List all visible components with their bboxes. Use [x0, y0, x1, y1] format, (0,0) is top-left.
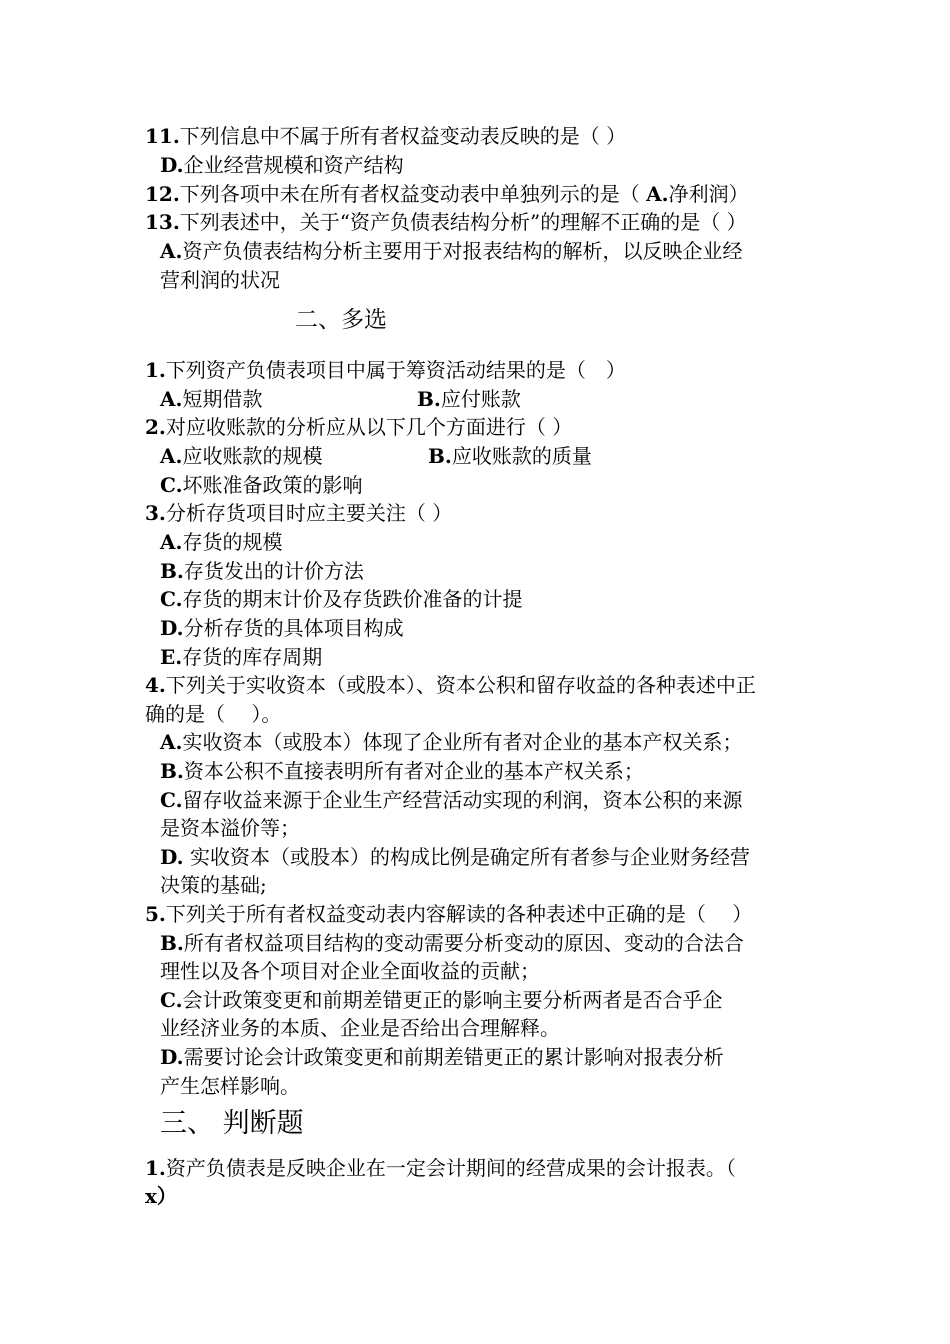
answer-option [160, 843, 750, 871]
option-text: 业经济业务的本质、企业是否给出合理解释。 [160, 1016, 560, 1040]
option-text: 资本公积不直接表明所有者对企业的基本产权关系； [183, 759, 644, 783]
question-number: 2. [145, 415, 166, 439]
question-5 [145, 900, 752, 928]
answer-option [160, 528, 282, 556]
question-number: 4. [145, 673, 166, 697]
question-text: 下列关于所有者权益变动表内容解读的各种表述中正确的是（ ） [165, 902, 753, 926]
question-13 [145, 208, 747, 236]
option-text: 应收账款的质量 [451, 444, 592, 468]
answer-option [160, 585, 523, 613]
answer-option [160, 757, 644, 785]
answer-option [160, 728, 742, 756]
option-letter: A. [160, 444, 183, 468]
question-text: 资产负债表是反映企业在一定会计期间的经营成果的会计报表。（ [165, 1156, 736, 1180]
question-number: 5. [145, 902, 166, 926]
answer-option [160, 929, 744, 957]
option-text: 资产负债表结构分析主要用于对报表结构的解析，以反映企业经 [182, 239, 743, 263]
option-text: 存货发出的计价方法 [183, 559, 364, 583]
question-2 [145, 413, 572, 441]
option-text: 应付账款 [440, 387, 521, 411]
option-text: 理性以及各个项目对企业全面收益的贡献； [160, 959, 540, 983]
option-letter: D. [160, 153, 184, 177]
option-letter: A. [160, 387, 183, 411]
option-text: 短期借款 [182, 387, 263, 411]
option-text: 是资本溢价等； [160, 816, 300, 840]
option-letter: B. [160, 559, 184, 583]
option-text: 需要讨论会计政策变更和前期差错更正的累计影响对报表分析 [183, 1045, 724, 1069]
answer-continuation [160, 266, 280, 294]
option-letter: C. [160, 587, 183, 611]
option-text: 产生怎样影响。 [160, 1074, 300, 1098]
question-number: 13. [145, 210, 180, 234]
option-letter: C. [160, 788, 183, 812]
question-text: 下列各项中未在所有者权益变动表中单独列示的是（ [179, 182, 647, 206]
answer-option [160, 1043, 724, 1071]
question-number: 1. [145, 358, 166, 382]
question-text: 分析存货项目时应主要关注（ ） [165, 501, 453, 525]
option-letter: B. [428, 444, 452, 468]
answer-option [160, 385, 262, 413]
answer-continuation [160, 871, 267, 899]
answer-option [160, 557, 364, 585]
question-number: 3. [145, 501, 166, 525]
option-text: 存货的库存周期 [182, 645, 323, 669]
answer-continuation [160, 1072, 300, 1100]
option-text: 存货的期末计价及存货跌价准备的计提 [182, 587, 523, 611]
option-letter: D. [160, 1045, 184, 1069]
option-text: 营利润的状况 [160, 268, 280, 292]
option-text: 存货的规模 [182, 530, 283, 554]
option-letter: C. [160, 988, 183, 1012]
judge-question-1 [145, 1154, 736, 1182]
answer-option [160, 471, 363, 499]
answer-mark: x） [145, 1184, 177, 1208]
answer-option [428, 442, 592, 470]
option-text: 留存收益来源于企业生产经营活动实现的利润，资本公积的来源 [182, 788, 743, 812]
question-12 [145, 180, 749, 208]
answer-option [160, 237, 742, 265]
option-letter: D. [160, 616, 184, 640]
section-heading-multi: 二、多选 [295, 307, 387, 333]
option-text: 所有者权益项目结构的变动需要分析变动的原因、变动的合法合 [183, 931, 744, 955]
option-text: 分析存货的具体项目构成 [183, 616, 404, 640]
question-1 [145, 356, 626, 384]
question-3 [145, 499, 452, 527]
answer-option [160, 786, 743, 814]
answer-continuation [160, 957, 540, 985]
answer-option [160, 614, 404, 642]
option-text: 会计政策变更和前期差错更正的影响主要分析两者是否合乎企 [182, 988, 723, 1012]
question-text: 下列表述中，关于“资产负债表结构分析”的理解不正确的是（ ） [179, 210, 747, 234]
option-letter: D. [160, 845, 184, 869]
section-heading-judge: 三、 判断题 [160, 1108, 304, 1139]
option-text: 决策的基础; [160, 873, 267, 897]
option-letter: E. [160, 645, 183, 669]
question-text: 下列资产负债表项目中属于筹资活动结果的是（ ） [165, 358, 626, 382]
option-text: 应收账款的规模 [182, 444, 323, 468]
option-letter: B. [160, 931, 184, 955]
question-number: 11. [145, 124, 180, 148]
answer-option [160, 986, 723, 1014]
answer-option [160, 442, 322, 470]
answer-continuation [160, 1014, 560, 1042]
question-continuation [145, 700, 281, 728]
answer-continuation [160, 814, 300, 842]
question-number: 1. [145, 1156, 166, 1180]
option-letter: A. [646, 182, 669, 206]
answer-option [160, 151, 404, 179]
question-4 [145, 671, 756, 699]
option-letter: B. [160, 759, 184, 783]
option-text: 净利润） [668, 182, 749, 206]
question-text: 下列关于实收资本（或股本）、资本公积和留存收益的各种表述中正 [165, 673, 756, 697]
question-text: 确的是（ ）。 [145, 702, 282, 726]
option-letter: A. [160, 239, 183, 263]
option-letter: A. [160, 730, 183, 754]
option-text: 企业经营规模和资产结构 [183, 153, 404, 177]
option-letter: C. [160, 473, 183, 497]
option-text: 坏账准备政策的影响 [182, 473, 363, 497]
option-text: 实收资本（或股本）体现了企业所有者对企业的基本产权关系； [182, 730, 743, 754]
option-letter: B. [417, 387, 441, 411]
question-text: 对应收账款的分析应从以下几个方面进行（ ） [165, 415, 573, 439]
answer-option [417, 385, 521, 413]
option-letter: A. [160, 530, 183, 554]
question-number: 12. [145, 182, 180, 206]
judge-answer [145, 1182, 177, 1210]
question-11 [145, 122, 626, 150]
answer-option [160, 643, 322, 671]
question-text: 下列信息中不属于所有者权益变动表反映的是（ ） [179, 124, 627, 148]
option-text: 实收资本（或股本）的构成比例是确定所有者参与企业财务经营 [183, 845, 750, 869]
